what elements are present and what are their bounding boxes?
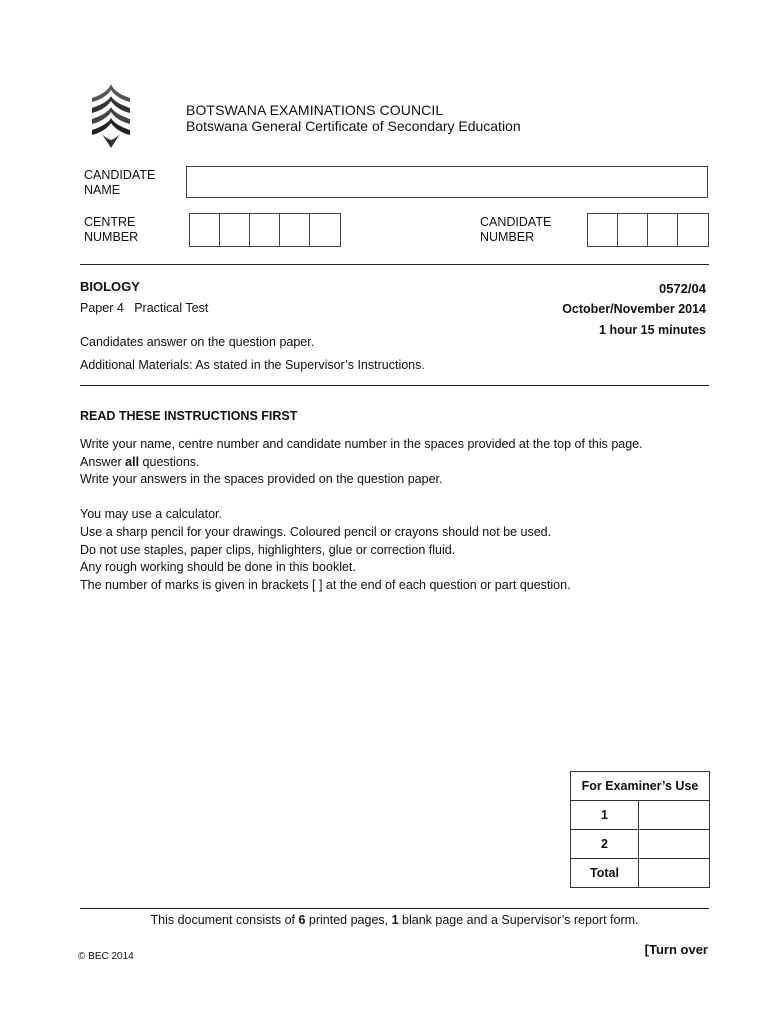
question-number: 1 bbox=[571, 801, 639, 830]
centre-digit-box[interactable] bbox=[280, 214, 310, 246]
printed-pages-count: 6 bbox=[298, 913, 306, 927]
certificate-title: Botswana General Certificate of Secondary Education bbox=[186, 118, 521, 134]
question-number: 2 bbox=[571, 830, 639, 859]
candidate-number-label bbox=[480, 215, 551, 245]
instruction-line: The number of marks is given in brackets [ ] at the end of each question or part question. bbox=[80, 577, 571, 592]
divider bbox=[80, 264, 709, 265]
turn-over-note: [Turn over bbox=[644, 942, 708, 957]
council-title: BOTSWANA EXAMINATIONS COUNCIL bbox=[186, 102, 444, 118]
table-row bbox=[571, 801, 710, 830]
exam-duration: 1 hour 15 minutes bbox=[599, 323, 706, 337]
table-row bbox=[571, 830, 710, 859]
footer-text: This document consists of bbox=[150, 913, 299, 927]
candidate-name-label-line2: NAME bbox=[84, 183, 121, 197]
candidate-digit-box[interactable] bbox=[618, 214, 648, 246]
paper-title: Paper 4 Practical Test bbox=[80, 301, 209, 315]
instruction-line: Any rough working should be done in this booklet. bbox=[80, 560, 356, 575]
instruction-emphasis: all bbox=[125, 454, 140, 469]
instruction-line bbox=[80, 454, 710, 472]
candidate-name-label bbox=[84, 168, 155, 198]
instructions-heading: READ THESE INSTRUCTIONS FIRST bbox=[80, 409, 298, 423]
candidate-name-field[interactable] bbox=[186, 166, 708, 198]
mark-cell[interactable] bbox=[639, 830, 710, 859]
paper-code: 0572/04 bbox=[659, 281, 706, 296]
candidate-number-label-line2: NUMBER bbox=[480, 230, 535, 244]
centre-digit-box[interactable] bbox=[190, 214, 220, 246]
divider bbox=[80, 385, 709, 386]
instruction-line: Do not use staples, paper clips, highlighters, glue or correction fluid. bbox=[80, 542, 456, 557]
instruction-spacer bbox=[80, 489, 710, 507]
instruction-line: You may use a calculator. bbox=[80, 507, 222, 522]
blank-pages-count: 1 bbox=[391, 913, 399, 927]
candidate-digit-box[interactable] bbox=[678, 214, 708, 246]
examiner-table-header: For Examiner’s Use bbox=[571, 772, 710, 801]
instruction-line: Write your answers in the spaces provided on the question paper. bbox=[80, 472, 443, 487]
page-count-note bbox=[80, 913, 709, 927]
centre-digit-box[interactable] bbox=[310, 214, 340, 246]
exam-session: October/November 2014 bbox=[562, 302, 706, 316]
additional-materials: Additional Materials: As stated in the Supervisor’s Instructions. bbox=[80, 358, 425, 372]
centre-digit-box[interactable] bbox=[250, 214, 280, 246]
table-row bbox=[571, 859, 710, 888]
instruction-line: Use a sharp pencil for your drawings. Coloured pencil or crayons should not be used. bbox=[80, 524, 552, 539]
subject-title: BIOLOGY bbox=[80, 279, 140, 294]
footer-text: blank page and a Supervisor’s report form. bbox=[398, 913, 639, 927]
centre-number-field[interactable] bbox=[189, 213, 341, 247]
instruction-line: Write your name, centre number and candidate number in the spaces provided at the top of this page. bbox=[80, 437, 643, 451]
centre-number-label-line1: CENTRE bbox=[84, 215, 136, 229]
instruction-text: Answer bbox=[80, 454, 126, 469]
candidate-number-field[interactable] bbox=[587, 213, 709, 247]
footer-text: printed pages, bbox=[305, 913, 392, 927]
instructions-block bbox=[80, 436, 710, 594]
total-cell[interactable] bbox=[639, 859, 710, 888]
candidate-digit-box[interactable] bbox=[648, 214, 678, 246]
bec-logo-icon bbox=[88, 82, 134, 152]
centre-number-label-line2: NUMBER bbox=[84, 230, 139, 244]
candidate-name-label-line1: CANDIDATE bbox=[84, 168, 156, 182]
copyright: © BEC 2014 bbox=[78, 951, 134, 962]
mark-cell[interactable] bbox=[639, 801, 710, 830]
instruction-text: questions. bbox=[139, 454, 200, 469]
candidate-number-label-line1: CANDIDATE bbox=[480, 215, 552, 229]
answer-note: Candidates answer on the question paper. bbox=[80, 335, 315, 349]
centre-number-label bbox=[84, 215, 138, 245]
centre-digit-box[interactable] bbox=[220, 214, 250, 246]
total-label: Total bbox=[571, 859, 639, 888]
candidate-digit-box[interactable] bbox=[588, 214, 618, 246]
examiner-use-table bbox=[570, 771, 710, 888]
footer-divider bbox=[80, 908, 709, 909]
